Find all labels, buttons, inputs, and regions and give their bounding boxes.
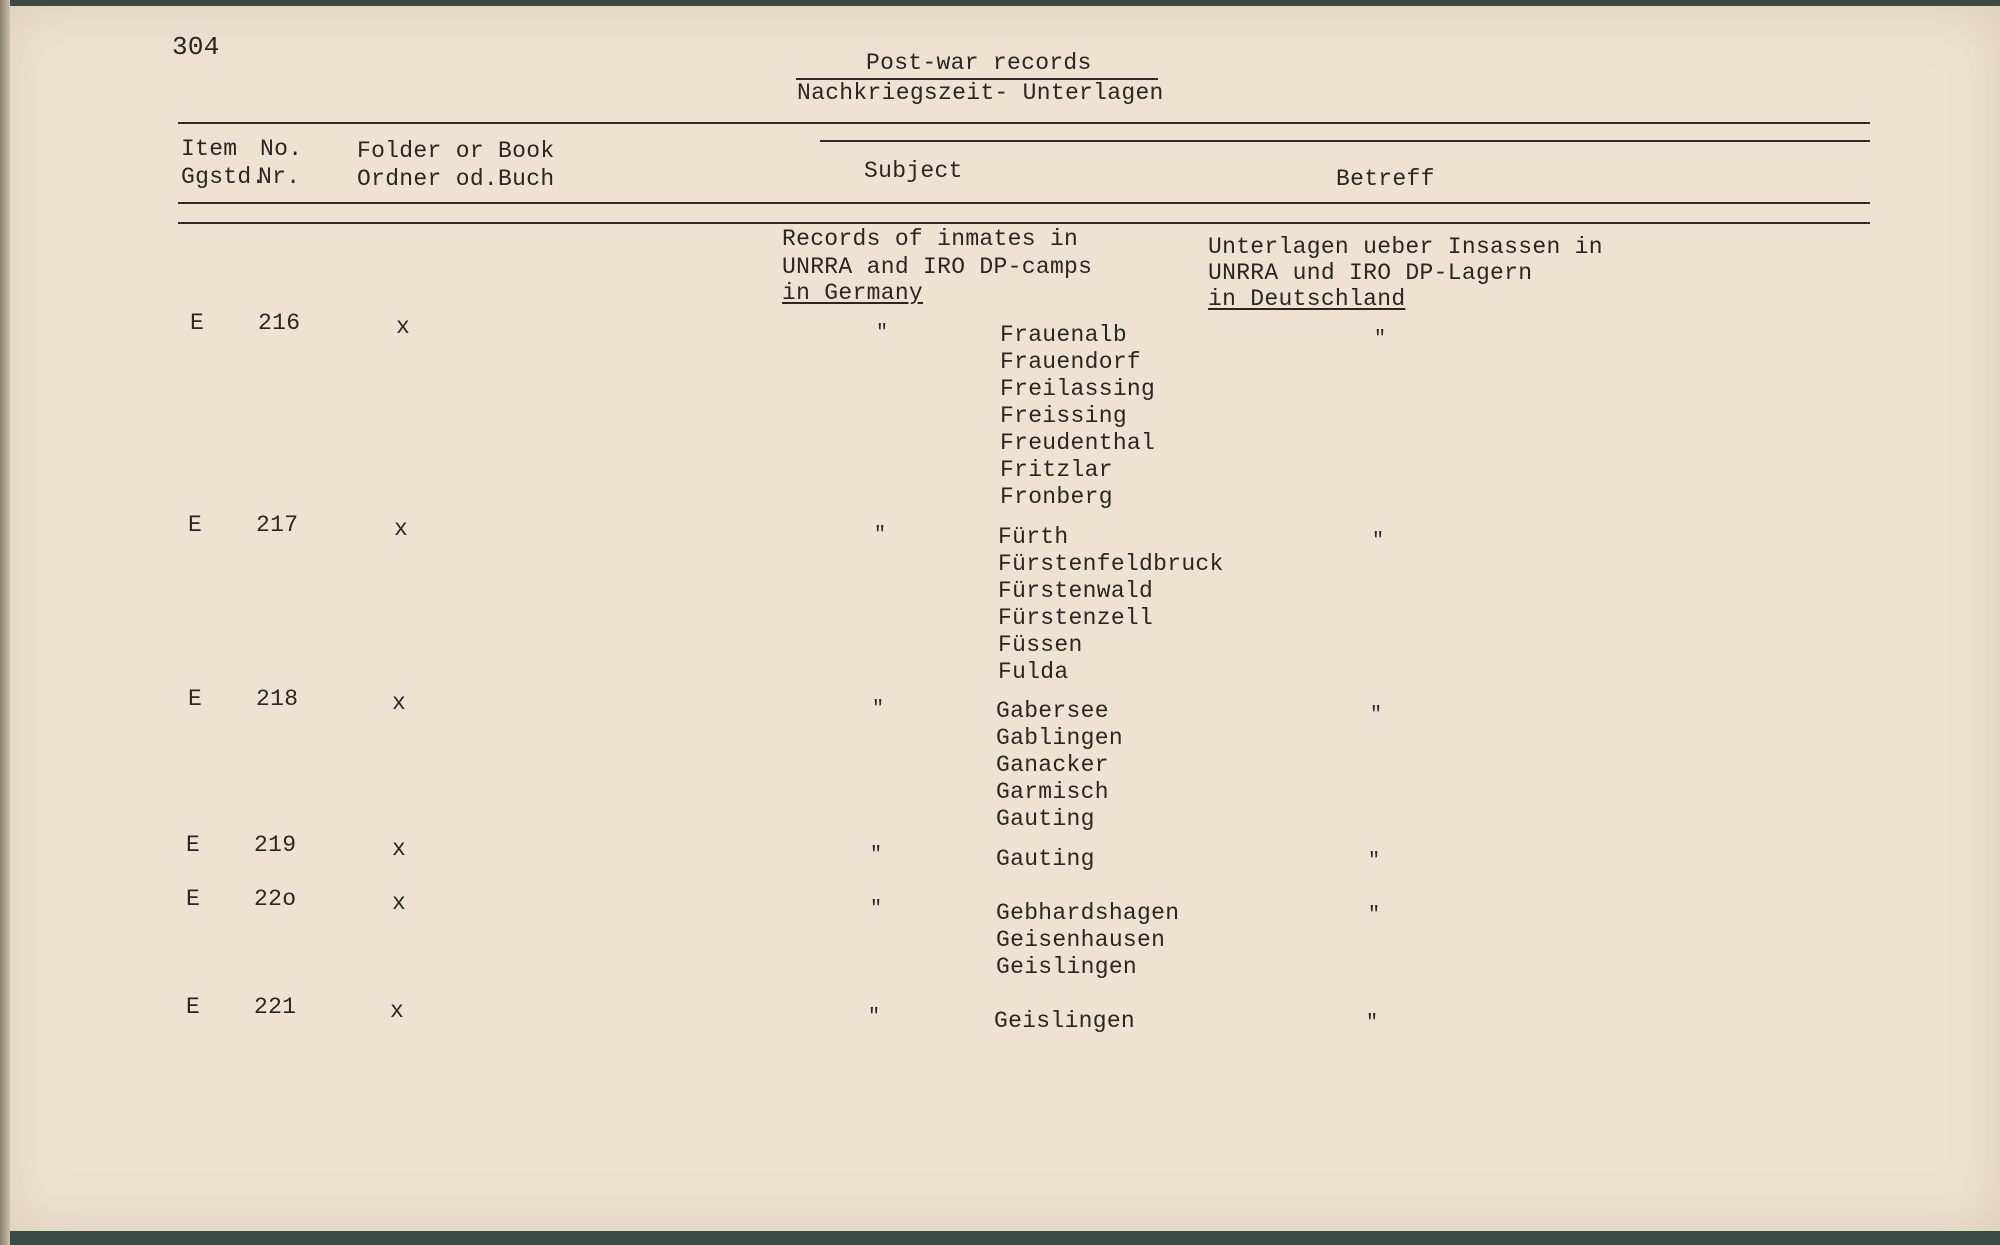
row-number: 22o [254, 886, 297, 912]
row-betreff-ditto: " [1374, 328, 1387, 351]
row-betreff-ditto: " [1368, 904, 1381, 927]
row-folder-mark: x [394, 516, 409, 542]
header-bottom-rule-1 [178, 202, 1870, 204]
place-name: Freilassing [1000, 376, 1156, 402]
row-subject-ditto: " [870, 898, 883, 921]
row-number: 217 [256, 512, 299, 538]
row-number: 218 [256, 686, 299, 712]
intro-subject-line-2: UNRRA and IRO DP-camps [782, 254, 1093, 280]
row-folder-mark: x [390, 998, 405, 1024]
row-subject-ditto: " [874, 524, 887, 547]
row-item: E [186, 832, 201, 858]
row-folder-mark: x [392, 836, 407, 862]
row-number: 216 [258, 310, 301, 336]
header-bottom-rule-2 [178, 222, 1870, 224]
row-item: E [188, 512, 203, 538]
row-betreff-ditto: " [1370, 704, 1383, 727]
place-name: Fronberg [1000, 484, 1113, 510]
col-betreff: Betreff [1336, 166, 1435, 192]
intro-subject-line-1: Records of inmates in [782, 226, 1079, 252]
place-name: Frauendorf [1000, 349, 1142, 375]
row-item: E [188, 686, 203, 712]
row-item: E [186, 886, 201, 912]
row-subject-ditto: " [876, 322, 889, 345]
row-folder-mark: x [396, 314, 411, 340]
place-name: Frauenalb [1000, 322, 1127, 348]
row-item: E [190, 310, 205, 336]
place-name: Fürstenfeldbruck [998, 551, 1224, 577]
place-name: Fürstenzell [998, 605, 1154, 631]
row-betreff-ditto: " [1372, 530, 1385, 553]
row-subject-ditto: " [872, 698, 885, 721]
header-top-rule-2 [820, 140, 1870, 142]
row-item: E [186, 994, 201, 1020]
row-subject-ditto: " [868, 1006, 881, 1029]
place-name: Geislingen [996, 954, 1138, 980]
place-name: Fürstenwald [998, 578, 1154, 604]
col-folder-en: Folder or Book [357, 138, 555, 164]
place-name: Gablingen [996, 725, 1123, 751]
row-number: 219 [254, 832, 297, 858]
row-subject-ditto: " [870, 844, 883, 867]
intro-betreff-line-1: Unterlagen ueber Insassen in [1208, 234, 1603, 260]
place-name: Fritzlar [1000, 457, 1113, 483]
col-no-en: No. [260, 136, 303, 162]
place-name: Fulda [998, 659, 1069, 685]
row-betreff-ditto: " [1368, 850, 1381, 873]
place-name: Gauting [996, 806, 1095, 832]
place-name: Geisenhausen [996, 927, 1166, 953]
intro-subject-line-3: in Germany [782, 280, 924, 306]
title-english: Post-war records [866, 50, 1092, 76]
place-name: Fürth [998, 524, 1069, 550]
row-folder-mark: x [392, 690, 407, 716]
col-item-de: Ggstd. [181, 164, 266, 190]
place-name: Geislingen [994, 1008, 1136, 1034]
col-folder-de: Ordner od.Buch [357, 166, 555, 192]
col-subject: Subject [864, 158, 963, 184]
place-name: Freissing [1000, 403, 1127, 429]
place-name: Ganacker [996, 752, 1109, 778]
row-folder-mark: x [392, 890, 407, 916]
place-name: Gabersee [996, 698, 1109, 724]
col-item-en: Item [181, 136, 238, 162]
book-binding-edge [0, 0, 10, 1245]
row-betreff-ditto: " [1366, 1012, 1379, 1035]
place-name: Garmisch [996, 779, 1109, 805]
intro-betreff-line-2: UNRRA und IRO DP-Lagern [1208, 260, 1533, 286]
intro-betreff-line-3: in Deutschland [1208, 286, 1406, 312]
header-top-rule-1 [178, 122, 1870, 124]
row-number: 221 [254, 994, 297, 1020]
place-name: Gebhardshagen [996, 900, 1180, 926]
place-name: Gauting [996, 846, 1095, 872]
title-german: Nachkriegszeit- Unterlagen [797, 80, 1164, 106]
page-number: 304 [172, 32, 220, 62]
place-name: Freudenthal [1000, 430, 1156, 456]
place-name: Füssen [998, 632, 1083, 658]
col-no-de: Nr. [258, 164, 301, 190]
